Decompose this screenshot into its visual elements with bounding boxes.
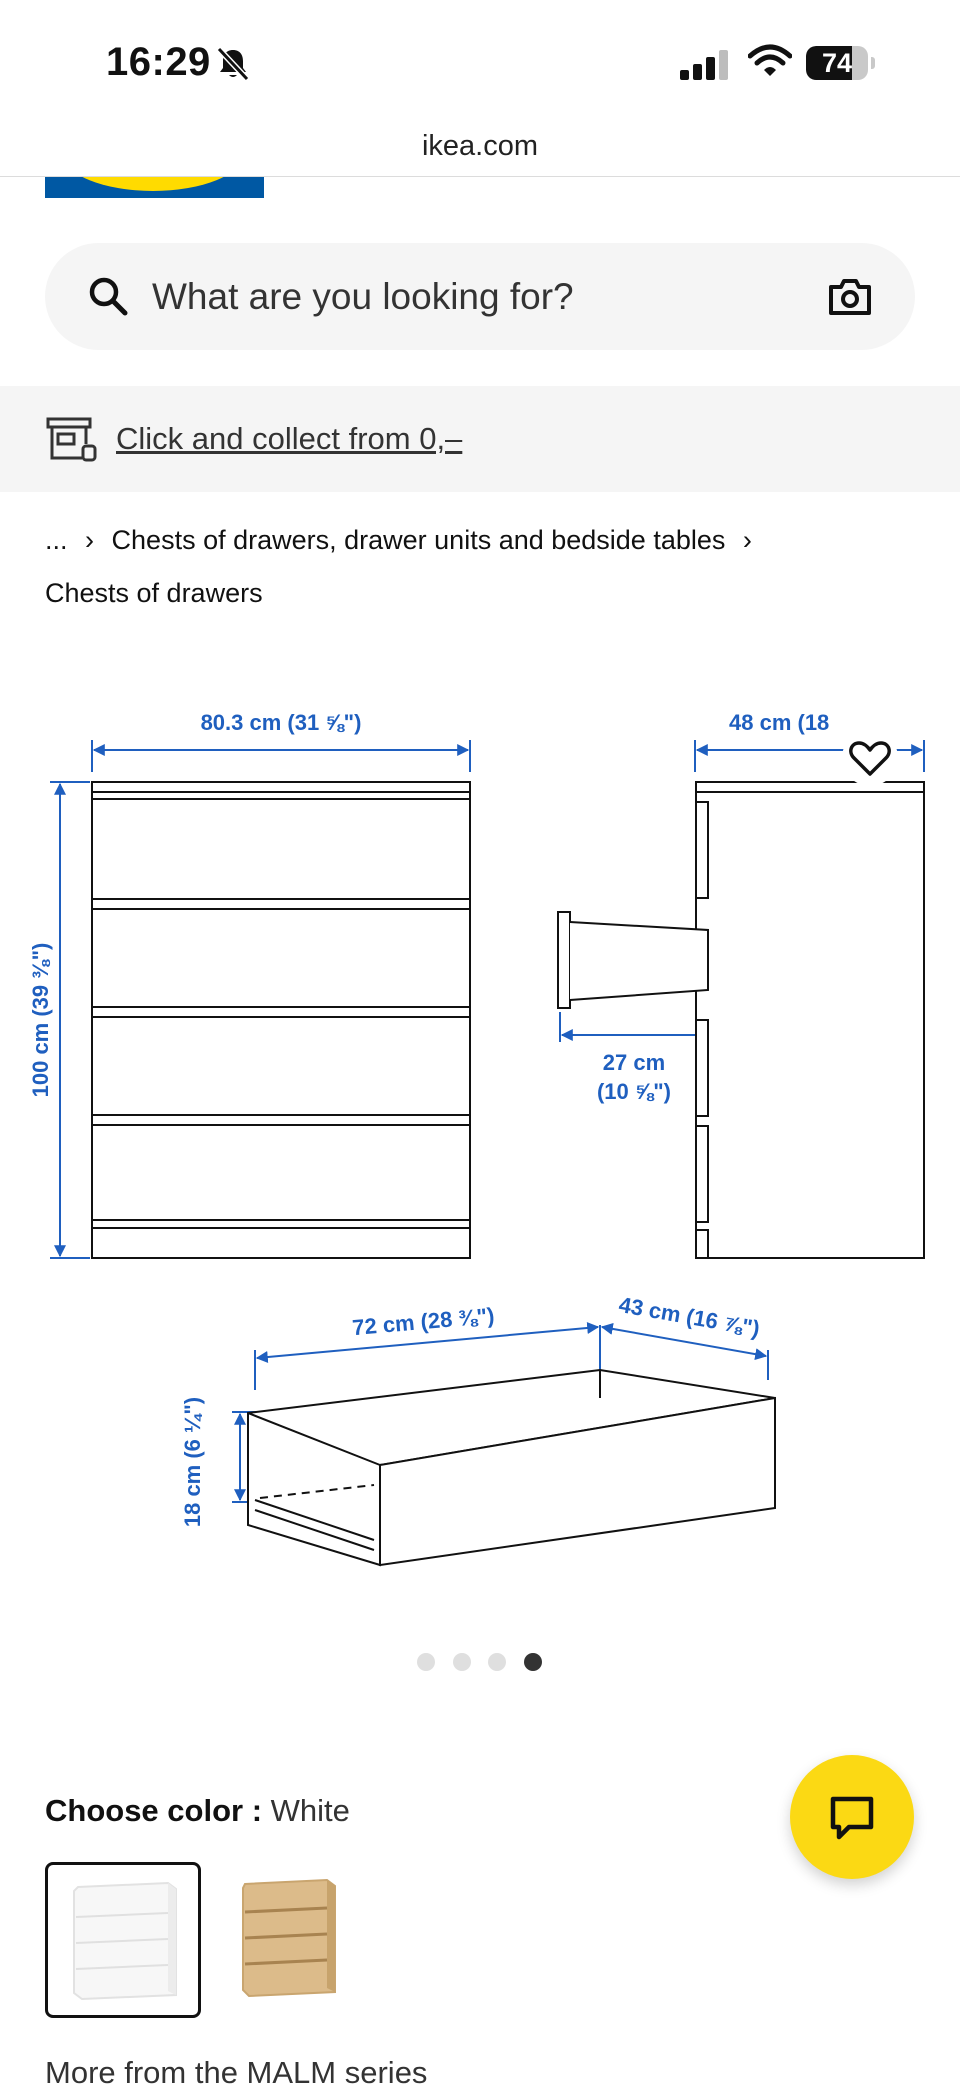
depth-label: 48 cm (18 [729, 710, 830, 735]
series-heading[interactable]: More from the MALM series [45, 2055, 428, 2090]
status-time: 16:29 [106, 40, 211, 84]
store-icon [46, 416, 98, 467]
width-label: 80.3 cm (31 ⅝") [200, 710, 362, 735]
ikea-logo[interactable] [45, 177, 264, 198]
chevron-right-icon: › [85, 525, 95, 555]
search-input[interactable]: What are you looking for? [152, 276, 574, 317]
inner-height-label: 18 cm (6 ¼") [180, 1396, 205, 1528]
carousel-dot[interactable] [453, 1653, 471, 1671]
drawer-depth-label: 27 cm [602, 1050, 666, 1075]
url-text: ikea.com [421, 130, 539, 162]
chat-button[interactable] [790, 1755, 914, 1879]
carousel-indicator [414, 1653, 544, 1673]
cellular-signal-icon [680, 50, 730, 85]
drawer-depth-inch-label: (10 ⅝") [596, 1079, 672, 1104]
camera-icon[interactable] [828, 277, 872, 322]
breadcrumb-current[interactable]: Chests of drawers [45, 578, 263, 608]
carousel-dot[interactable] [488, 1653, 506, 1671]
breadcrumb-parent[interactable]: Chests of drawers, drawer units and bedside tables [111, 525, 726, 555]
favorite-button[interactable] [842, 730, 898, 786]
chevron-right-icon: › [742, 525, 752, 555]
color-label: Choose color : [45, 1793, 263, 1828]
product-dimension-image[interactable] [0, 690, 960, 1580]
color-swatch-white[interactable] [45, 1862, 201, 2018]
search-bar[interactable] [45, 243, 915, 350]
battery-level: 74 [821, 48, 853, 78]
color-chooser-label [45, 1790, 350, 1832]
chat-bubble-icon [829, 1795, 875, 1841]
carousel-dot-active[interactable] [524, 1653, 542, 1671]
height-label: 100 cm (39 ⅜") [28, 942, 53, 1098]
color-swatch-oak-veneer[interactable] [235, 1862, 391, 2018]
breadcrumb-ellipsis[interactable]: ... [45, 525, 68, 555]
heart-icon [842, 730, 898, 786]
battery-icon [806, 46, 872, 80]
search-icon [87, 275, 131, 324]
breadcrumb [45, 520, 762, 560]
address-bar[interactable] [0, 122, 960, 177]
click-collect-banner[interactable] [0, 386, 960, 492]
wifi-icon [748, 44, 792, 83]
inner-width-label: 72 cm (28 ⅜") [351, 1302, 496, 1341]
carousel-dot[interactable] [417, 1653, 435, 1671]
selected-color: White [270, 1793, 350, 1828]
status-bar [0, 0, 960, 122]
click-collect-link[interactable]: Click and collect from 0,– [116, 421, 463, 456]
bell-muted-icon [216, 46, 250, 87]
inner-depth-label: 43 cm (16 ⅞") [616, 1291, 762, 1342]
